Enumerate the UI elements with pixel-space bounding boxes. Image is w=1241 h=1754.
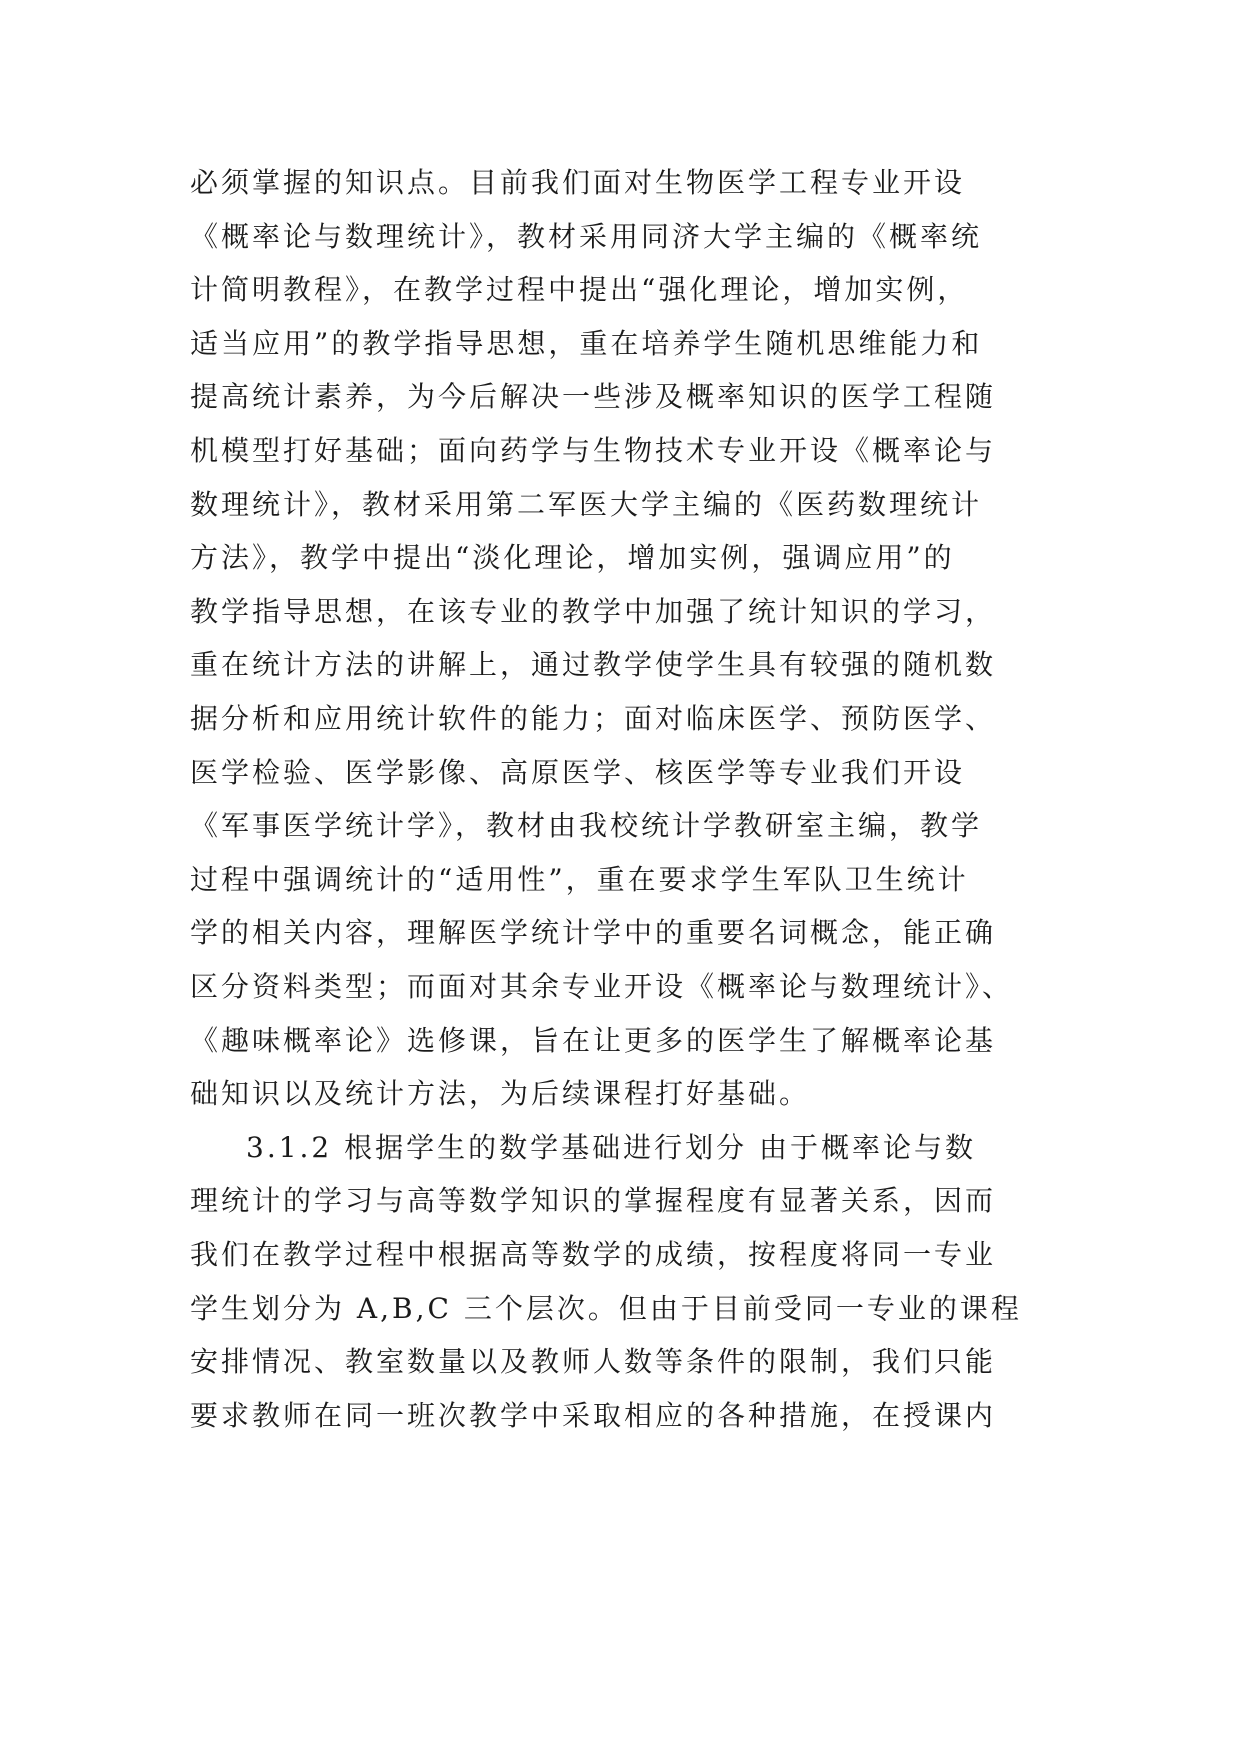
body-text-line: 我们在教学过程中根据高等数学的成绩，按程度将同一专业 xyxy=(190,1238,997,1271)
body-text-line: 适当应用”的教学指导思想，重在培养学生随机思维能力和 xyxy=(190,327,983,360)
body-text-line: 方法》，教学中提出“淡化理论，增加实例，强调应用”的 xyxy=(190,541,955,574)
body-text-line: 《概率论与数理统计》，教材采用同济大学主编的《概率统 xyxy=(190,220,983,253)
body-text-line: 重在统计方法的讲解上，通过教学使学生具有较强的随机数 xyxy=(190,648,997,681)
body-text-line: 《军事医学统计学》，教材由我校统计学教研室主编，教学 xyxy=(190,809,983,842)
body-text-line: 区分资料类型；而面对其余专业开设《概率论与数理统计》、 xyxy=(190,970,1014,1003)
body-text-line: 医学检验、医学影像、高原医学、核医学等专业我们开设 xyxy=(190,756,966,789)
body-text-line: 数理统计》，教材采用第二军医大学主编的《医药数理统计 xyxy=(190,488,983,521)
body-text-line: 过程中强调统计的“适用性”，重在要求学生军队卫生统计 xyxy=(190,863,969,896)
body-text-line: 必须掌握的知识点。目前我们面对生物医学工程专业开设 xyxy=(190,166,966,199)
body-text-line: 教学指导思想，在该专业的教学中加强了统计知识的学习， xyxy=(190,595,997,628)
body-text-line: 学的相关内容，理解医学统计学中的重要名词概念，能正确 xyxy=(190,916,997,949)
body-text-line: 计简明教程》，在教学过程中提出“强化理论，增加实例， xyxy=(190,273,969,306)
body-text-line: 安排情况、教室数量以及教师人数等条件的限制，我们只能 xyxy=(190,1345,997,1378)
section-heading-line: 3.1.2 根据学生的数学基础进行划分 由于概率论与数 xyxy=(246,1131,977,1164)
body-text-line: 学生划分为 A,B,C 三个层次。但由于目前受同一专业的课程 xyxy=(190,1292,1022,1325)
body-text-line: 机模型打好基础；面向药学与生物技术专业开设《概率论与 xyxy=(190,434,997,467)
body-text-line: 《趣味概率论》选修课，旨在让更多的医学生了解概率论基 xyxy=(190,1024,997,1057)
body-text-line: 提高统计素养，为今后解决一些涉及概率知识的医学工程随 xyxy=(190,380,997,413)
body-text-line: 要求教师在同一班次教学中采取相应的各种措施，在授课内 xyxy=(190,1399,997,1432)
body-text-line: 据分析和应用统计软件的能力；面对临床医学、预防医学、 xyxy=(190,702,997,735)
body-text-line: 础知识以及统计方法，为后续课程打好基础。 xyxy=(190,1077,811,1110)
body-text-line: 理统计的学习与高等数学知识的掌握程度有显著关系，因而 xyxy=(190,1184,997,1217)
